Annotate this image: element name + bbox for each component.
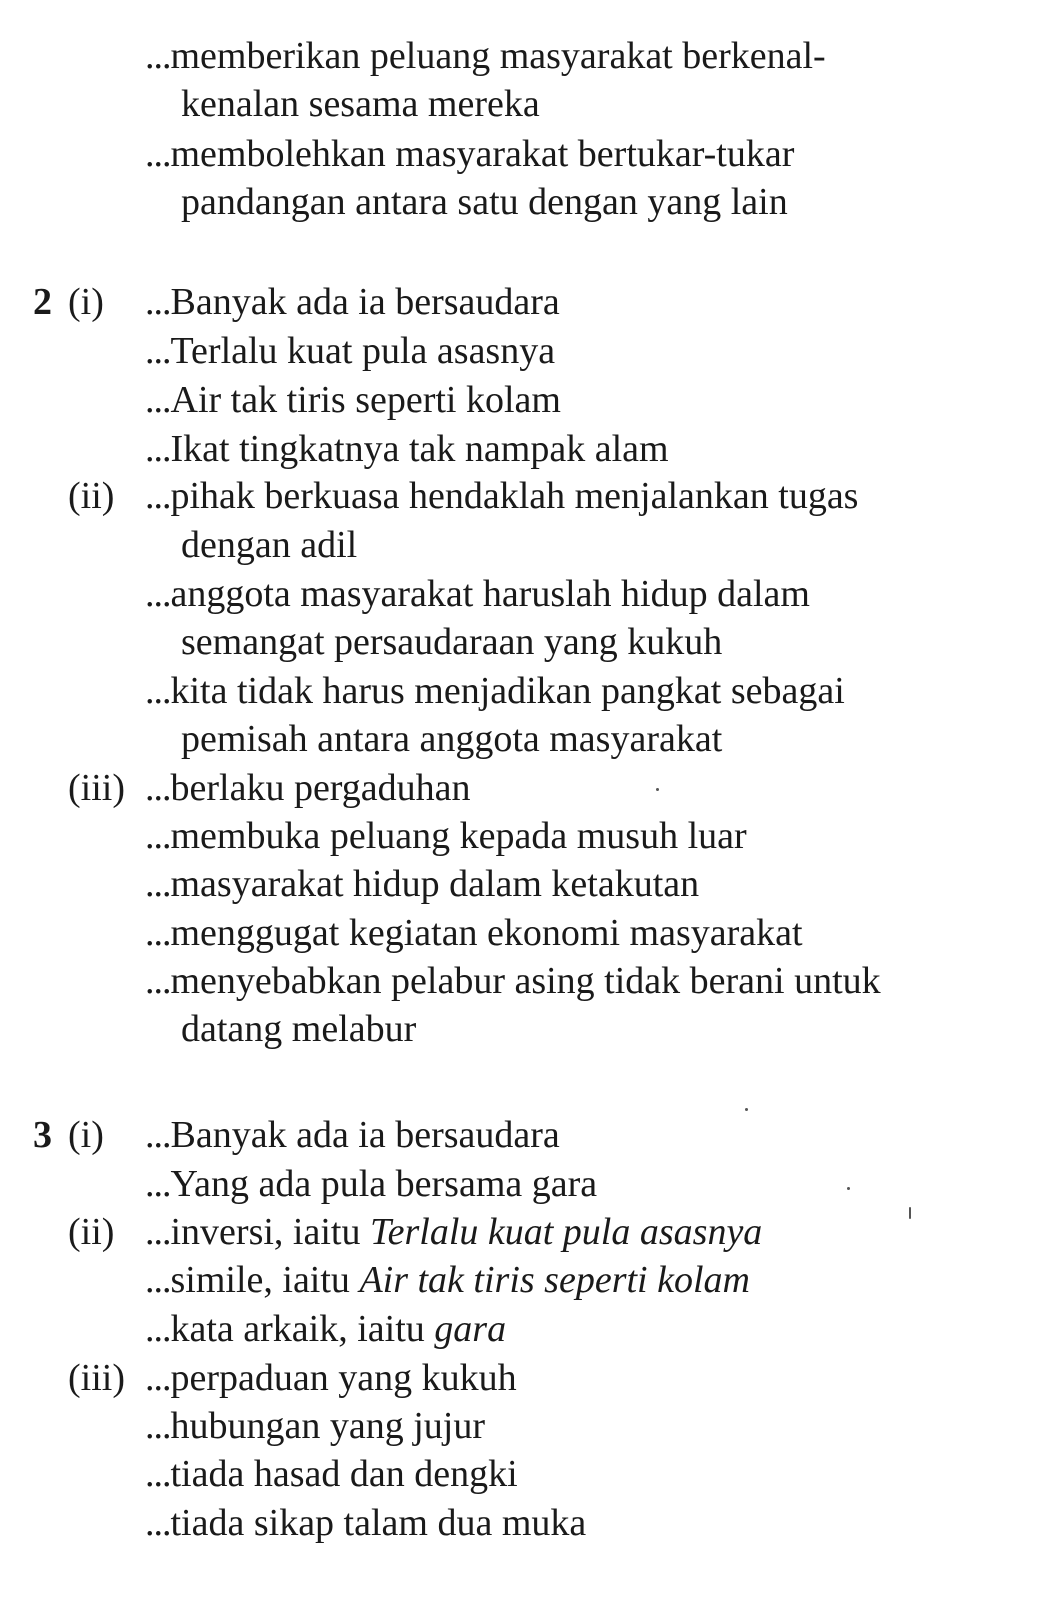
- list-item: ...pihak berkuasa hendaklah menjalankan tugas: [145, 475, 859, 517]
- list-item: ...menggugat kegiatan ekonomi masyarakat: [145, 912, 803, 954]
- part-label: (ii): [68, 475, 115, 517]
- scan-speck: [847, 1187, 850, 1190]
- part-label: (ii): [68, 1211, 115, 1253]
- list-item: ...Ikat tingkatnya tak nampak alam: [145, 428, 669, 470]
- list-item-continuation: pemisah antara anggota masyarakat: [181, 718, 723, 760]
- scan-speck: [745, 1108, 748, 1111]
- list-item: ...Banyak ada ia bersaudara: [145, 1114, 560, 1156]
- list-item-continuation: pandangan antara satu dengan yang lain: [181, 181, 788, 223]
- list-item: ...tiada sikap talam dua muka: [145, 1502, 587, 1544]
- list-item: ...membolehkan masyarakat bertukar-tukar: [145, 133, 795, 175]
- list-item-continuation: datang melabur: [181, 1008, 417, 1050]
- list-item-continuation: kenalan sesama mereka: [181, 83, 540, 125]
- list-item: ...hubungan yang jujur: [145, 1405, 486, 1447]
- question-number: 2: [33, 281, 52, 323]
- list-item: ...Air tak tiris seperti kolam: [145, 379, 561, 421]
- list-item: ...memberikan peluang masyarakat berkenal-: [145, 35, 826, 77]
- list-item: ...masyarakat hidup dalam ketakutan: [145, 863, 700, 905]
- list-item: ...tiada hasad dan dengki: [145, 1453, 518, 1495]
- list-item: ...berlaku pergaduhan: [145, 767, 471, 809]
- list-item: ...inversi, iaitu Terlalu kuat pula asasnya: [145, 1211, 763, 1253]
- list-item: ...kita tidak harus menjadikan pangkat sebagai: [145, 670, 845, 712]
- list-item: ...Banyak ada ia bersaudara: [145, 281, 560, 323]
- question-number: 3: [33, 1114, 52, 1156]
- list-item: ...simile, iaitu Air tak tiris seperti kolam: [145, 1259, 750, 1301]
- part-label: (i): [68, 281, 104, 323]
- list-item: ...menyebabkan pelabur asing tidak berani untuk: [145, 960, 881, 1002]
- part-label: (iii): [68, 1357, 125, 1399]
- list-item-continuation: semangat persaudaraan yang kukuh: [181, 621, 723, 663]
- list-item: ...anggota masyarakat haruslah hidup dalam: [145, 573, 810, 615]
- part-label: (i): [68, 1114, 104, 1156]
- list-item: ...Terlalu kuat pula asasnya: [145, 330, 556, 372]
- scan-speck: [656, 788, 659, 791]
- list-item: ...Yang ada pula bersama gara: [145, 1163, 598, 1205]
- list-item: ...perpaduan yang kukuh: [145, 1357, 517, 1399]
- part-label: (iii): [68, 767, 125, 809]
- list-item-continuation: dengan adil: [181, 524, 358, 566]
- list-item: ...membuka peluang kepada musuh luar: [145, 815, 747, 857]
- scan-speck: [909, 1207, 911, 1219]
- list-item: ...kata arkaik, iaitu gara: [145, 1308, 507, 1350]
